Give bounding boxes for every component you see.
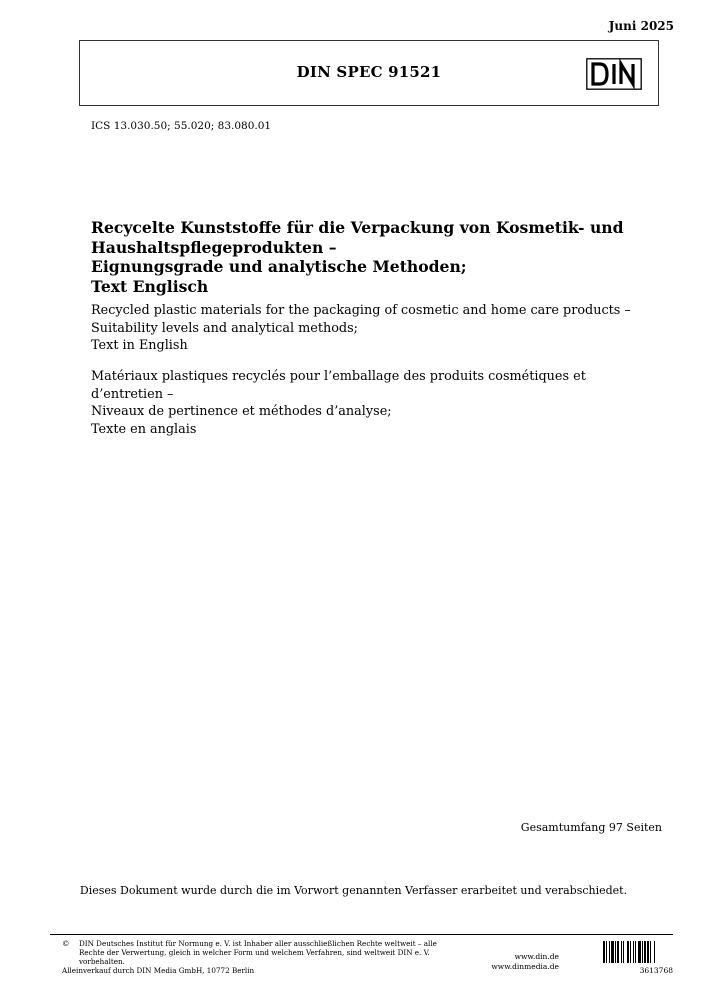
- title-french-line: Niveaux de pertinence et méthodes d’analyse;: [91, 404, 392, 419]
- title-english-line: Text in English: [91, 338, 188, 353]
- title-french-line: d’entretien –: [91, 386, 174, 402]
- title-german: [91, 218, 651, 296]
- footer-urls: [491, 952, 559, 971]
- authorship-statement: Dieses Dokument wurde durch die im Vorwort genannten Verfasser erarbeitet und verabschiedet.: [79, 884, 628, 897]
- copyright-line: DIN Deutsches Institut für Normung e. V. ist Inhaber aller ausschließlichen Rechte weltweit – alle: [79, 939, 437, 948]
- footer-divider: [50, 934, 673, 935]
- copyright-line: vorbehalten.: [79, 957, 125, 966]
- barcode-icon: [603, 941, 673, 963]
- din-url-link[interactable]: www.din.de: [514, 952, 559, 961]
- copyright-notice: [62, 939, 449, 975]
- ics-codes: ICS 13.030.50; 55.020; 83.080.01: [91, 120, 272, 132]
- title-german-line: Haushaltspflegeprodukten –: [91, 237, 337, 257]
- title-english-line: Suitability levels and analytical methods;: [91, 320, 358, 336]
- title-english-line: Recycled plastic materials for the packaging of cosmetic and home care products –: [91, 303, 631, 318]
- document-header-box: [79, 40, 659, 106]
- title-french-line: Texte en anglais: [91, 421, 197, 437]
- title-english: [91, 302, 671, 355]
- title-french-line: Matériaux plastiques recyclés pour l’emballage des produits cosmétiques et: [91, 369, 586, 384]
- document-number: DIN SPEC 91521: [296, 63, 442, 81]
- total-pages: Gesamtumfang 97 Seiten: [520, 821, 662, 834]
- sales-notice: Alleinverkauf durch DIN Media GmbH, 10772 Berlin: [62, 966, 255, 975]
- title-german-line: Text Englisch: [91, 276, 209, 296]
- din-logo-text: DIN: [614, 78, 617, 79]
- title-german-line: Eignungsgrade und analytische Methoden;: [91, 257, 467, 276]
- copyright-line: Rechte der Verwertung, gleich in welcher Form und welchem Verfahren, sind weltweit DIN e. V.: [79, 948, 430, 957]
- publication-date: Juni 2025: [608, 19, 674, 33]
- copyright-icon: ©: [62, 939, 70, 948]
- title-french: [91, 368, 651, 438]
- din-logo: [586, 58, 642, 90]
- title-german-line: Recycelte Kunststoffe für die Verpackung von Kosmetik- und: [91, 218, 624, 237]
- dinmedia-url-link[interactable]: www.dinmedia.de: [491, 961, 559, 971]
- barcode-number: 3613768: [639, 966, 673, 975]
